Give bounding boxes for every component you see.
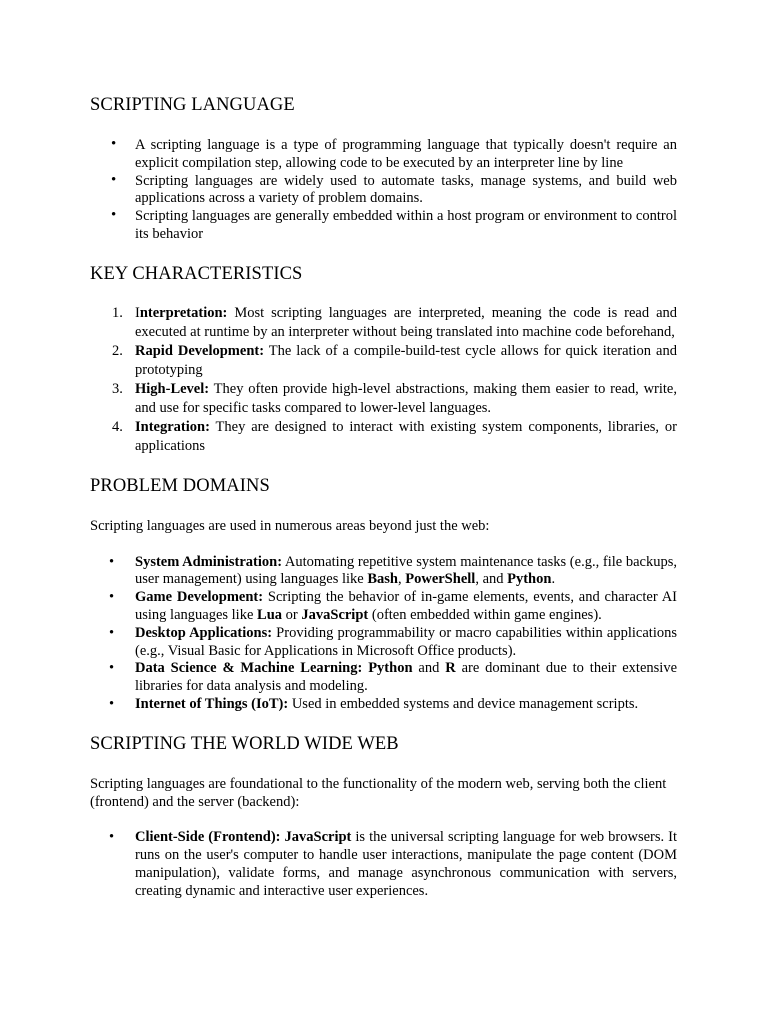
bullet-icon: • bbox=[109, 660, 115, 677]
bullet-icon: • bbox=[109, 589, 115, 606]
bullet-icon: • bbox=[111, 171, 117, 188]
list-item: • Desktop Applications: Providing programmability or macro capabilities within applications (e.g., Visual Basic for Applications in Microsoft Office products). bbox=[109, 624, 677, 659]
heading-world-wide-web: SCRIPTING THE WORLD WIDE WEB bbox=[90, 733, 399, 754]
bullet-icon: • bbox=[109, 695, 115, 712]
bullet-icon: • bbox=[109, 624, 115, 641]
bullet-icon: • bbox=[111, 136, 117, 152]
heading-problem-domains: PROBLEM DOMAINS bbox=[90, 475, 270, 496]
list-item: 1. Interpretation: Most scripting languages are interpreted, meaning the code is read and executed at runtime by an interpreter without being translated into machine code beforehand, bbox=[112, 304, 677, 340]
heading-key-characteristics: KEY CHARACTERISTICS bbox=[90, 263, 303, 284]
list-item: 4. Integration: They are designed to interact with existing system components, libraries, or applications bbox=[112, 418, 677, 454]
list-item: • Game Development: Scripting the behavior of in-game elements, events, and character AI using languages like Lua or JavaScript (often embedded within game engines). bbox=[109, 589, 678, 623]
list-item: 2. Rapid Development: The lack of a compile-build-test cycle allows for quick iteration and prototyping bbox=[112, 342, 677, 378]
web-list bbox=[90, 829, 677, 900]
problem-domains-list bbox=[90, 554, 677, 714]
characteristics-list bbox=[90, 304, 677, 456]
problem-domains-intro: Scripting languages are used in numerous areas beyond just the web: bbox=[90, 517, 490, 534]
list-item: • Client-Side (Frontend): JavaScript is the universal scripting language for web browsers. It runs on the user's computer to handle user interactions, manipulate the page content (DOM manipulation), validate forms, and manage asynchronous communication with servers, creating dynamic and interactive user experiences. bbox=[109, 829, 677, 899]
bullet-icon: • bbox=[111, 207, 117, 224]
document-body bbox=[90, 94, 677, 901]
intro-bullet-list bbox=[90, 137, 677, 244]
list-item: • A scripting language is a type of programming language that typically doesn't require an explicit compilation step, allowing code to be executed by an interpreter line by line bbox=[111, 136, 677, 171]
heading-scripting-language: SCRIPTING LANGUAGE bbox=[90, 95, 295, 115]
list-item: • Internet of Things (IoT): Used in embedded systems and device management scripts. bbox=[109, 695, 639, 712]
bullet-icon: • bbox=[109, 829, 115, 846]
list-item: • Scripting languages are generally embedded within a host program or environment to control its behavior bbox=[111, 207, 677, 242]
list-item: • Scripting languages are widely used to automate tasks, manage systems, and build web applications across a variety of problem domains. bbox=[111, 171, 677, 207]
list-item: 3. High-Level: They often provide high-level abstractions, making them easier to read, write, and use for specific tasks compared to lower-level languages. bbox=[112, 380, 677, 416]
list-item: • Data Science & Machine Learning: Python and R are dominant due to their extensive libraries for data analysis and modeling. bbox=[109, 660, 678, 695]
web-intro: Scripting languages are foundational to the functionality of the modern web, serving both the client (frontend) and the server (backend): bbox=[90, 775, 667, 810]
bullet-icon: • bbox=[109, 553, 115, 570]
list-item: • System Administration: Automating repetitive system maintenance tasks (e.g., file backups, user management) using languages like Bash, PowerShell, and Python. bbox=[109, 553, 677, 588]
